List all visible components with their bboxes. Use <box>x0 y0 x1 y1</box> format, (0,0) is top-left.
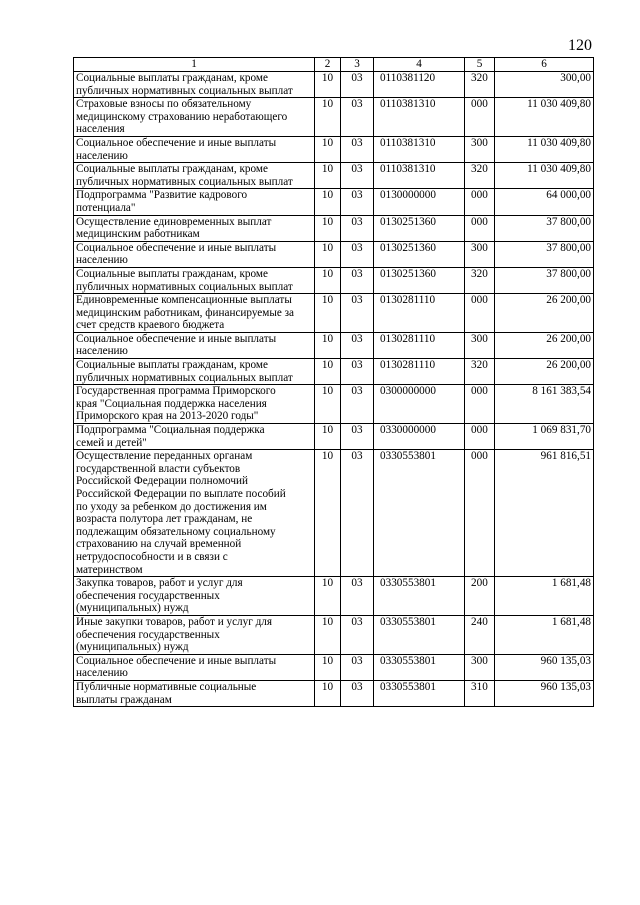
column-header-name: 1 <box>74 58 315 72</box>
table-row <box>74 294 594 333</box>
row-name-cell: Социальные выплаты гражданам, кроме публичных нормативных социальных выплат <box>74 163 315 189</box>
row-subsection-cell: 03 <box>341 577 374 616</box>
table-row <box>74 163 594 189</box>
row-expense-type-cell: 320 <box>465 163 495 189</box>
row-section-cell: 10 <box>315 332 341 358</box>
row-name-cell: Социальные выплаты гражданам, кроме публичных нормативных социальных выплат <box>74 359 315 385</box>
row-subsection-cell: 03 <box>341 450 374 577</box>
row-expense-type-cell: 000 <box>465 215 495 241</box>
column-header-target-article: 4 <box>374 58 465 72</box>
row-section-cell: 10 <box>315 189 341 215</box>
row-name-cell: Осуществление переданных органам государственной власти субъектов Российской Федерации полномочий Российской Федерации по выплате пособий по уходу за ребенком до достижения им возраста полутора лет гражданам, не подлежащим обязательному социальному страхованию на случай временной нетрудоспособности и в связи с материнством <box>74 450 315 577</box>
row-name-cell: Социальное обеспечение и иные выплаты населению <box>74 332 315 358</box>
row-section-cell: 10 <box>315 424 341 450</box>
row-section-cell: 10 <box>315 385 341 424</box>
row-amount-cell: 960 135,03 <box>495 654 594 680</box>
row-amount-cell: 26 200,00 <box>495 359 594 385</box>
column-header-subsection: 3 <box>341 58 374 72</box>
row-expense-type-cell: 320 <box>465 72 495 98</box>
table-row <box>74 424 594 450</box>
row-section-cell: 10 <box>315 654 341 680</box>
row-name-cell: Осуществление единовременных выплат медицинским работникам <box>74 215 315 241</box>
row-subsection-cell: 03 <box>341 654 374 680</box>
row-target-article-cell: 0130251360 <box>374 267 465 293</box>
row-amount-cell: 26 200,00 <box>495 332 594 358</box>
row-name-cell: Подпрограмма "Социальная поддержка семей и детей" <box>74 424 315 450</box>
row-section-cell: 10 <box>315 98 341 137</box>
row-amount-cell: 37 800,00 <box>495 267 594 293</box>
row-section-cell: 10 <box>315 72 341 98</box>
row-amount-cell: 8 161 383,54 <box>495 385 594 424</box>
row-amount-cell: 11 030 409,80 <box>495 98 594 137</box>
row-target-article-cell: 0130281110 <box>374 332 465 358</box>
row-subsection-cell: 03 <box>341 424 374 450</box>
row-target-article-cell: 0110381310 <box>374 136 465 162</box>
row-target-article-cell: 0330553801 <box>374 654 465 680</box>
row-target-article-cell: 0110381310 <box>374 163 465 189</box>
row-subsection-cell: 03 <box>341 615 374 654</box>
row-expense-type-cell: 320 <box>465 267 495 293</box>
row-amount-cell: 300,00 <box>495 72 594 98</box>
row-name-cell: Страховые взносы по обязательному медицинскому страхованию неработающего населения <box>74 98 315 137</box>
row-name-cell: Единовременные компенсационные выплаты медицинским работникам, финансируемые за счет средств краевого бюджета <box>74 294 315 333</box>
table-row <box>74 654 594 680</box>
row-target-article-cell: 0130281110 <box>374 294 465 333</box>
column-header-amount: 6 <box>495 58 594 72</box>
table-row <box>74 98 594 137</box>
row-target-article-cell: 0330553801 <box>374 450 465 577</box>
row-section-cell: 10 <box>315 577 341 616</box>
row-section-cell: 10 <box>315 615 341 654</box>
row-expense-type-cell: 320 <box>465 359 495 385</box>
row-section-cell: 10 <box>315 450 341 577</box>
table-row <box>74 385 594 424</box>
row-amount-cell: 11 030 409,80 <box>495 163 594 189</box>
row-subsection-cell: 03 <box>341 680 374 706</box>
row-amount-cell: 37 800,00 <box>495 241 594 267</box>
row-expense-type-cell: 300 <box>465 654 495 680</box>
row-expense-type-cell: 000 <box>465 294 495 333</box>
budget-table <box>73 57 594 707</box>
row-name-cell: Иные закупки товаров, работ и услуг для обеспечения государственных (муниципальных) нужд <box>74 615 315 654</box>
row-section-cell: 10 <box>315 215 341 241</box>
row-subsection-cell: 03 <box>341 385 374 424</box>
row-target-article-cell: 0110381310 <box>374 98 465 137</box>
row-amount-cell: 961 816,51 <box>495 450 594 577</box>
row-amount-cell: 11 030 409,80 <box>495 136 594 162</box>
row-expense-type-cell: 000 <box>465 98 495 137</box>
page-number: 120 <box>568 37 592 54</box>
row-expense-type-cell: 000 <box>465 424 495 450</box>
row-amount-cell: 26 200,00 <box>495 294 594 333</box>
row-expense-type-cell: 000 <box>465 385 495 424</box>
row-subsection-cell: 03 <box>341 136 374 162</box>
row-target-article-cell: 0130251360 <box>374 215 465 241</box>
row-section-cell: 10 <box>315 359 341 385</box>
row-target-article-cell: 0130000000 <box>374 189 465 215</box>
row-expense-type-cell: 000 <box>465 450 495 577</box>
row-section-cell: 10 <box>315 241 341 267</box>
row-section-cell: 10 <box>315 294 341 333</box>
row-name-cell: Социальное обеспечение и иные выплаты населению <box>74 241 315 267</box>
row-amount-cell: 1 681,48 <box>495 615 594 654</box>
row-subsection-cell: 03 <box>341 332 374 358</box>
column-header-section: 2 <box>315 58 341 72</box>
row-amount-cell: 64 000,00 <box>495 189 594 215</box>
row-name-cell: Государственная программа Приморского края "Социальная поддержка населения Приморского края на 2013-2020 годы" <box>74 385 315 424</box>
row-name-cell: Социальные выплаты гражданам, кроме публичных нормативных социальных выплат <box>74 267 315 293</box>
column-header-expense-type: 5 <box>465 58 495 72</box>
table-row <box>74 136 594 162</box>
row-subsection-cell: 03 <box>341 72 374 98</box>
table-row <box>74 72 594 98</box>
row-expense-type-cell: 200 <box>465 577 495 616</box>
row-amount-cell: 1 681,48 <box>495 577 594 616</box>
row-subsection-cell: 03 <box>341 267 374 293</box>
table-row <box>74 577 594 616</box>
row-target-article-cell: 0330553801 <box>374 680 465 706</box>
row-target-article-cell: 0110381120 <box>374 72 465 98</box>
row-section-cell: 10 <box>315 680 341 706</box>
row-name-cell: Закупка товаров, работ и услуг для обеспечения государственных (муниципальных) нужд <box>74 577 315 616</box>
row-expense-type-cell: 300 <box>465 136 495 162</box>
table-row <box>74 241 594 267</box>
row-target-article-cell: 0130281110 <box>374 359 465 385</box>
row-section-cell: 10 <box>315 163 341 189</box>
row-name-cell: Социальные выплаты гражданам, кроме публичных нормативных социальных выплат <box>74 72 315 98</box>
row-expense-type-cell: 310 <box>465 680 495 706</box>
row-target-article-cell: 0330000000 <box>374 424 465 450</box>
row-section-cell: 10 <box>315 136 341 162</box>
row-amount-cell: 37 800,00 <box>495 215 594 241</box>
row-subsection-cell: 03 <box>341 359 374 385</box>
row-subsection-cell: 03 <box>341 294 374 333</box>
row-subsection-cell: 03 <box>341 215 374 241</box>
row-expense-type-cell: 240 <box>465 615 495 654</box>
row-amount-cell: 1 069 831,70 <box>495 424 594 450</box>
row-expense-type-cell: 000 <box>465 189 495 215</box>
header-row <box>74 58 594 72</box>
row-amount-cell: 960 135,03 <box>495 680 594 706</box>
row-name-cell: Социальное обеспечение и иные выплаты населению <box>74 136 315 162</box>
table-row <box>74 189 594 215</box>
row-name-cell: Подпрограмма "Развитие кадрового потенциала" <box>74 189 315 215</box>
row-expense-type-cell: 300 <box>465 241 495 267</box>
row-subsection-cell: 03 <box>341 163 374 189</box>
row-target-article-cell: 0130251360 <box>374 241 465 267</box>
table-row <box>74 267 594 293</box>
table-row <box>74 359 594 385</box>
row-subsection-cell: 03 <box>341 98 374 137</box>
row-target-article-cell: 0300000000 <box>374 385 465 424</box>
row-target-article-cell: 0330553801 <box>374 615 465 654</box>
table-row <box>74 450 594 577</box>
table-row <box>74 215 594 241</box>
row-subsection-cell: 03 <box>341 189 374 215</box>
table-row <box>74 615 594 654</box>
row-target-article-cell: 0330553801 <box>374 577 465 616</box>
row-name-cell: Публичные нормативные социальные выплаты гражданам <box>74 680 315 706</box>
row-expense-type-cell: 300 <box>465 332 495 358</box>
row-section-cell: 10 <box>315 267 341 293</box>
table-row <box>74 680 594 706</box>
row-name-cell: Социальное обеспечение и иные выплаты населению <box>74 654 315 680</box>
row-subsection-cell: 03 <box>341 241 374 267</box>
table-row <box>74 332 594 358</box>
